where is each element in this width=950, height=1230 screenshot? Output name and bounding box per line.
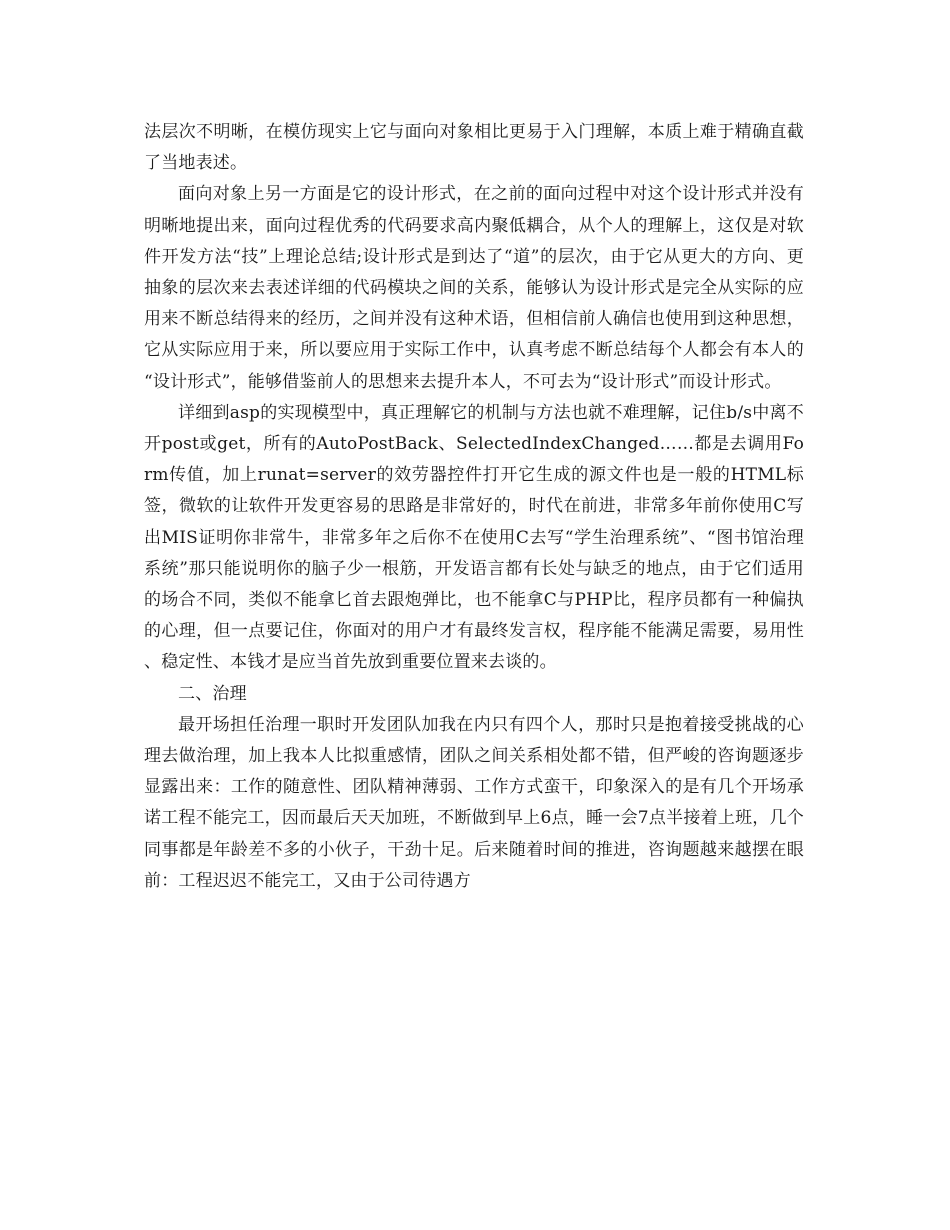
paragraph-2: 面向对象上另一方面是它的设计形式，在之前的面向过程中对这个设计形式并没有明晰地提出来，面向过程优秀的代码要求高内聚低耦合，从个人的理解上，这仅是对软件开发方法“技”上理论总结;设计形式是到达了“道”的层次，由于它从更大的方向、更抽象的层次来去表述详细的代码模块之间的关系，能够认为设计形式是完全从实际的应用来不断总结得来的经历，之间并没有这种术语，但相信前人确信也使用到这种思想，它从实际应用于来，所以要应用于实际工作中，认真考虑不断总结每个人都会有本人的“设计形式”，能够借鉴前人的思想来去提升本人，不可去为“设计形式”而设计形式。	[144, 184, 804, 392]
paragraph-3: 详细到asp的实现模型中，真正理解它的机制与方法也就不难理解，记住b/s中离不开post或get，所有的AutoPostBack、SelectedIndexChanged……都是去调用Form传值，加上runat=server的效劳器控件打开它生成的源文件也是一般的HTML标签，微软的让软件开发更容易的思路是非常好的，时代在前进，非常多年前你使用C写出MIS证明你非常牛，非常多年之后你不在使用C去写“学生治理系统”、“图书馆治理系统”那只能说明你的脑子少一根筋，开发语言都有长处与缺乏的地点，由于它们适用的场合不同，类似不能拿匕首去跟炮弹比，也不能拿C与PHP比，程序员都有一种偏执的心理，但一点要记住，你面对的用户才有最终发言权，程序能不能满足需要，易用性、稳定性、本钱才是应当首先放到重要位置来去谈的。	[144, 402, 804, 673]
paragraph-1: 法层次不明晰，在模仿现实上它与面向对象相比更易于入门理解，本质上难于精确直截了当地表述。	[144, 122, 804, 174]
paragraph-4: 最开场担任治理一职时开发团队加我在内只有四个人，那时只是抱着接受挑战的心理去做治理，加上我本人比拟重感情，团队之间关系相处都不错，但严峻的咨询题逐步显露出来：工作的随意性、团队精神薄弱、工作方式蛮干，印象深入的是有几个开场承诺工程不能完工，因而最后天天加班，不断做到早上6点，睡一会7点半接着上班，几个同事都是年龄差不多的小伙子，干劲十足。后来随着时间的推进，咨询题越来越摆在眼前：工程迟迟不能完工，又由于公司待遇方	[144, 714, 804, 891]
document-body	[144, 117, 804, 897]
section-heading: 二、治理	[178, 683, 247, 704]
